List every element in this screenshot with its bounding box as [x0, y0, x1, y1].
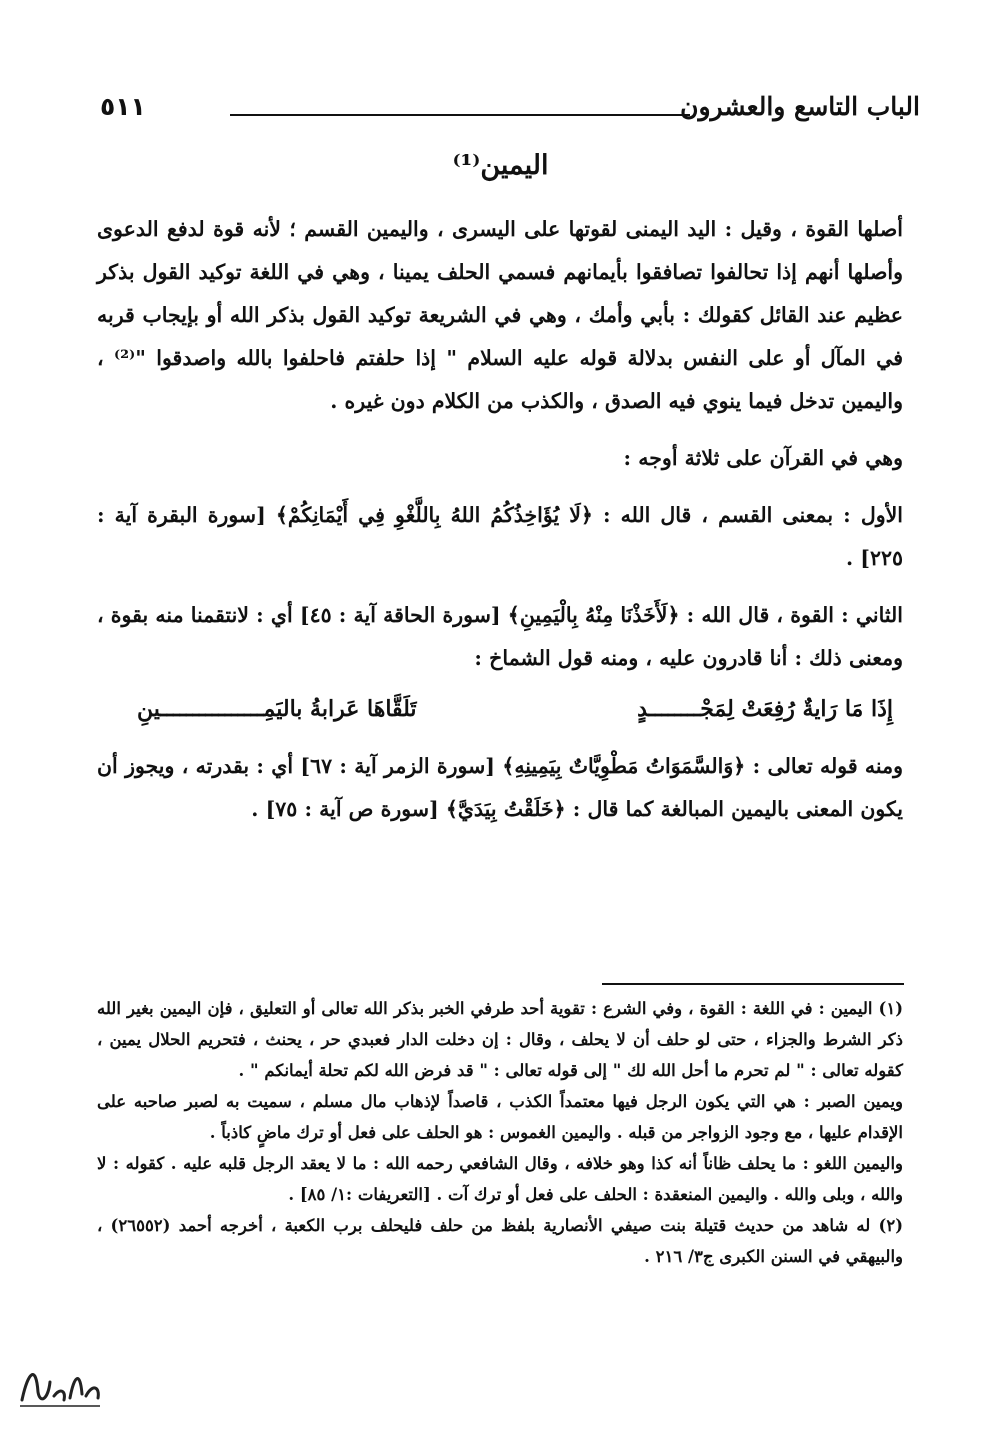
footnote-separator: [602, 983, 904, 985]
closing-paragraph: ومنه قوله تعالى : ﴿وَالسَّمَوَاتُ مَطْوِيَّاتٌ بِيَمِينِهِ﴾ [سورة الزمر آية : ٦٧] أي : بقدرته ، ويجوز أن يكون المعنى باليمين المبالغة كما قال : ﴿خَلَقْتُ بِيَدَيَّ﴾ [سورة ص آية : ٧٥] .: [97, 754, 903, 821]
first-meaning-label: الأول: [860, 503, 903, 527]
first-meaning-text: : بمعنى القسم ، قال الله : ﴿لَا يُؤَاخِذُكُمُ اللهُ بِاللَّغْوِ فِي أَيْمَانِكُمْ﴾ [سورة البقرة آية : ٢٢٥] .: [97, 503, 903, 570]
poem-first-hemistich: إِذَا مَا رَايةٌ رُفِعَتْ لِمَجْــــــــدٍ: [637, 696, 893, 722]
page-number: ٥١١: [100, 92, 146, 121]
library-logo-icon: [14, 1352, 106, 1412]
second-meaning-label: الثاني: [855, 603, 903, 627]
chapter-title: الباب التاسع والعشرون: [680, 92, 920, 121]
poem-verse: [97, 688, 903, 731]
footnote-1-continued: واليمين اللغو : ما يحلف ظاناً أنه كذا وهو خلافه ، وقال الشافعي رحمه الله : ما لا يعقد الرجل قلبه عليه . كقوله : لا والله ، وبلى والله . واليمين المنعقدة : الحلف على فعل أو ترك آت . [التعريفات :١/ ٨٥] .: [97, 1154, 903, 1204]
second-meaning-text: : القوة ، قال الله : ﴿لَأَخَذْنَا مِنْهُ بِالْيَمِينِ﴾ [سورة الحاقة آية : ٤٥] أي : لانتقمنا منه بقوة ، ومعنى ذلك : أنا قادرون عليه ، ومنه قول الشماخ :: [97, 603, 903, 670]
first-meaning: [97, 494, 903, 580]
second-meaning: [97, 594, 903, 680]
main-text: [97, 208, 903, 845]
poem-second-hemistich: تَلَقَّاهَا عَرابةُ باليَمِــــــــــــــــينِ: [137, 696, 417, 722]
intro-paragraph: أصلها القوة ، وقيل : اليد اليمنى لقوتها على اليسرى ، واليمين القسم ؛ لأنه قوة لدفع الدعوى وأصلها أنهم إذا تحالفوا تصافقوا بأيمانهم فسمي الحلف يمينا ، وهي في اللغة توكيد القول بذكر عظيم عند القائل كقولك : بأبي وأمك ، وهي في الشريعة توكيد القول بذكر الله أو بإيجاب قربه في المآل أو على النفس بدلالة قوله عليه السلام " إذا حلفتم فاحلفوا بالله واصدقوا "⁽²⁾ ، واليمين تدخل فيما ينوي فيه الصدق ، والكذب من الكلام دون غيره .: [97, 217, 903, 413]
footnote-2: (٢) له شاهد من حديث قتيلة بنت صيفي الأنصارية بلفظ من حلف فليحلف برب الكعبة ، أخرجه أحمد (٢٦٥٥٢) ، والبيهقي في السنن الكبرى ج٣/ ٢١٦ .: [97, 1216, 903, 1266]
footnote-1: (١) اليمين : في اللغة : القوة ، وفي الشرع : تقوية أحد طرفي الخبر بذكر الله تعالى أو التعليق ، فإن اليمين بغير الله ذكر الشرط والجزاء ، حتى لو حلف أن لا يحلف ، وقال : إن دخلت الدار فعبدي حر ، يحنث ، فتحريم الحلال يمين ، كقوله تعالى : " لم تحرم ما أحل الله لك " إلى قوله تعالى : " قد فرض الله لكم تحلة أيمانكم " .: [97, 999, 903, 1080]
page-header: [80, 92, 920, 132]
footnotes: [97, 993, 903, 1272]
section-title: اليمين⁽¹⁾: [452, 150, 549, 181]
header-rule: [230, 114, 690, 116]
footnote-1-continued: ويمين الصبر : هي التي يكون الرجل فيها معتمداً الكذب ، قاصداً لإذهاب مال مسلم ، سميت به لصبر صاحبه على الإقدام عليها ، مع وجود الزواجر من قبله . واليمين الغموس : هو الحلف على فعل أو ترك ماضٍ كاذباً .: [97, 1092, 903, 1142]
aspects-intro: وهي في القرآن على ثلاثة أوجه :: [623, 446, 903, 470]
